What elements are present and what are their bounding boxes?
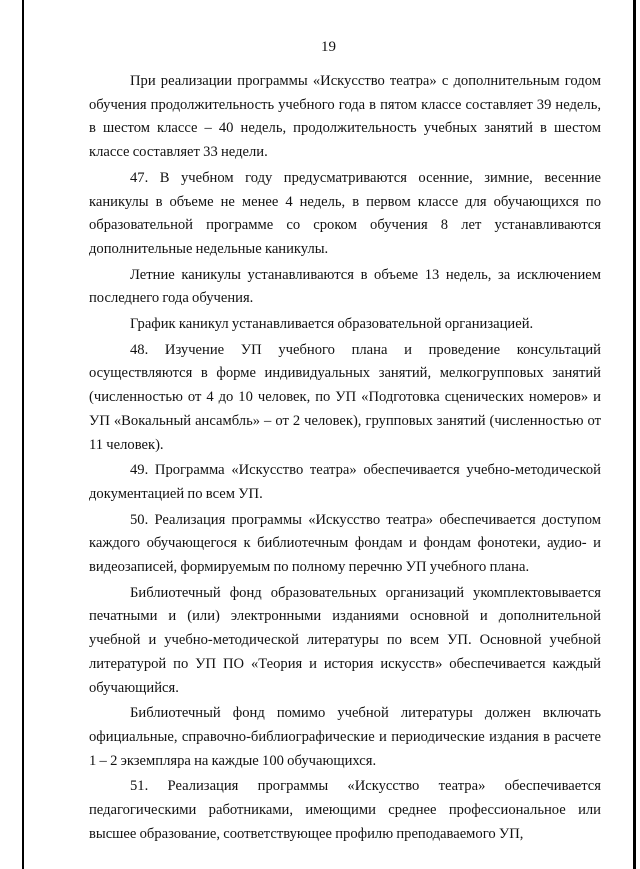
paragraph-47-holidays: 47. В учебном году предусматриваются осенние, зимние, весенние каникулы в объеме не менее 4 недель, в первом классе для обучающихся по образовательной программе со сроком обучения 8 лет устанавливаются дополнительные недельные каникулы. xyxy=(89,169,601,257)
paragraph-50-library-access: 50. Реализация программы «Искусство театра» обеспечивается доступом каждого обучающегося к библиотечным фондам и фондам фонотеки, аудио- и видеозаписей, формируемым по полному перечню УП учебного плана. xyxy=(89,511,601,576)
paragraph-49-documentation: 49. Программа «Искусство театра» обеспечивается учебно-методической документацией по всем УП. xyxy=(89,462,601,502)
paragraph-library-periodicals: Библиотечный фонд помимо учебной литературы должен включать официальные, справочно-библиографические и периодические издания в расчете 1 – 2 экземпляра на каждые 100 обучающихся. xyxy=(89,705,601,769)
paragraph-summer-holidays: Летние каникулы устанавливаются в объеме 13 недель, за исключением последнего года обучения. xyxy=(89,266,601,307)
document-page xyxy=(22,0,636,869)
document-body xyxy=(89,70,601,847)
paragraph-extra-year: При реализации программы «Искусство театра» с дополнительным годом обучения продолжительность учебного года в пятом классе составляет 39 недель, в шестом классе – 40 недель, продолжительность учебных занятий в шестом классе составляет 33 недели. xyxy=(89,73,601,161)
page-number: 19 xyxy=(321,39,336,55)
paragraph-48-study-forms: 48. Изучение УП учебного плана и проведение консультаций осуществляются в форме индивидуальных занятий, мелкогрупповых занятий (численностью от 4 до 10 человек, по УП «Подготовка сценических номеров» и УП «Вокальный ансамбль» – от 2 человек), групповых занятий (численностью от 11 человек). xyxy=(89,341,601,453)
paragraph-51-staff: 51. Реализация программы «Искусство театра» обеспечивается педагогическими работниками, имеющими среднее профессиональное или высшее образование, соответствующее профилю преподаваемого УП, xyxy=(89,778,601,842)
paragraph-holiday-schedule: График каникул устанавливается образовательной организацией. xyxy=(130,316,534,333)
paragraph-library-fund: Библиотечный фонд образовательных организаций укомплектовывается печатными и (или) электронными изданиями основной и дополнительной учебной и учебно-методической литературы по всем УП. Основной учебной литературой по УП ПО «Теория и история искусств» обеспечивается каждый обучающийся. xyxy=(89,584,601,696)
